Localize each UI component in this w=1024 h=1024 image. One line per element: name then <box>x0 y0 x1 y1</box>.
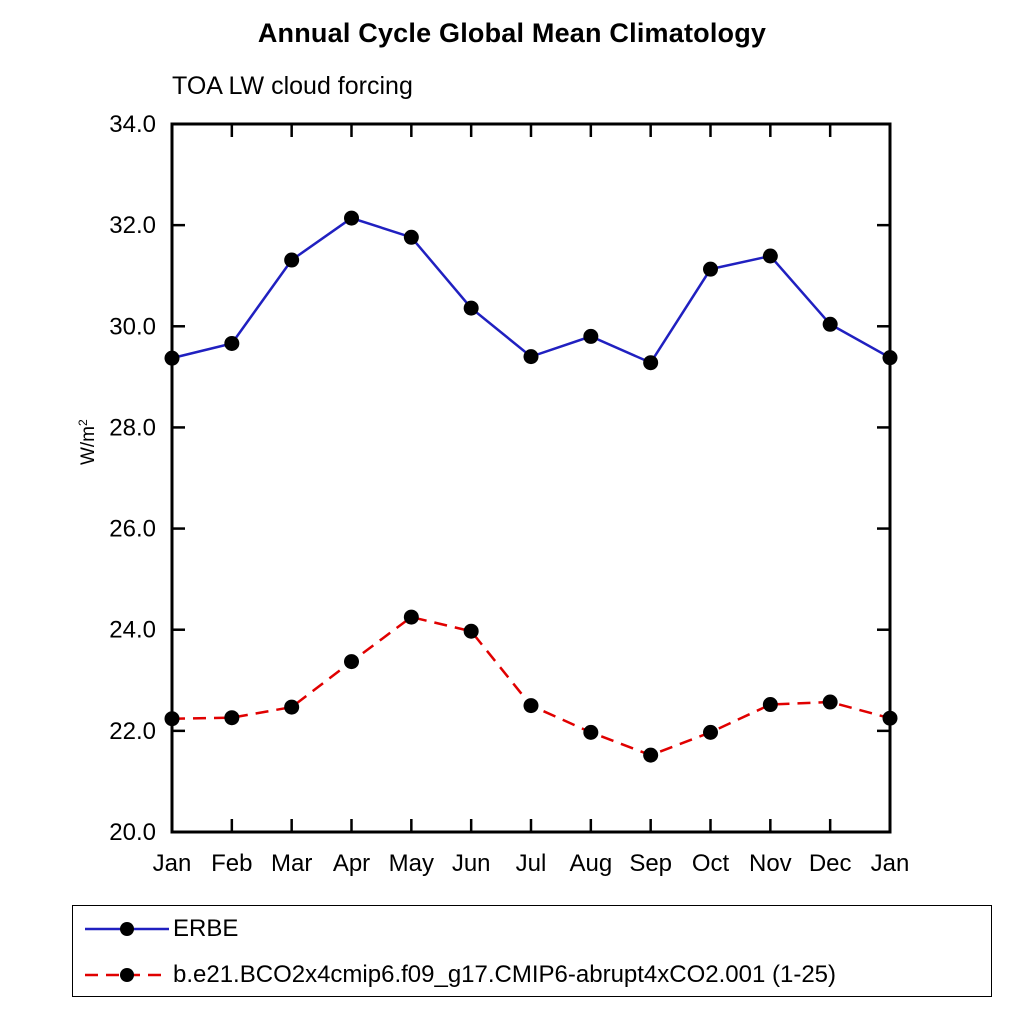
y-tick-label: 30.0 <box>109 313 156 341</box>
data-point <box>404 610 419 625</box>
x-tick-label: May <box>388 850 435 877</box>
y-tick-labels <box>109 111 156 846</box>
x-tick-label: Nov <box>748 850 792 877</box>
data-point <box>344 211 359 226</box>
legend-swatch-0 <box>81 906 173 952</box>
legend-item-1 <box>73 952 991 998</box>
y-tick-label: 22.0 <box>109 717 156 745</box>
series-line-1 <box>172 617 890 755</box>
data-series-group <box>165 211 898 763</box>
x-tick-label: Aug <box>569 850 613 877</box>
data-point <box>763 697 778 712</box>
data-point <box>643 748 658 763</box>
legend-swatch-1 <box>81 952 173 998</box>
data-point <box>703 725 718 740</box>
data-point <box>344 654 359 669</box>
data-point <box>165 351 180 366</box>
y-tick-label: 32.0 <box>109 212 156 240</box>
x-tick-label: Jul <box>515 850 547 877</box>
y-tick-label: 20.0 <box>109 819 156 846</box>
y-tick-label: 28.0 <box>109 414 156 442</box>
y-axis-label-exponent: 2 <box>75 419 90 426</box>
data-point <box>823 695 838 710</box>
x-tick-label: Jan <box>152 850 192 877</box>
data-point <box>643 355 658 370</box>
axes <box>172 124 890 832</box>
plot-frame <box>172 124 890 832</box>
data-point <box>404 230 419 245</box>
data-point <box>224 710 239 725</box>
data-point <box>703 262 718 277</box>
chart-subtitle: TOA LW cloud forcing <box>172 72 413 100</box>
x-tick-labels <box>153 850 910 877</box>
data-point <box>583 725 598 740</box>
series-line-0 <box>172 218 890 363</box>
y-tick-label: 24.0 <box>109 616 156 644</box>
x-tick-label: Apr <box>332 850 371 877</box>
axis-ticks <box>172 124 890 832</box>
x-tick-label: Jun <box>451 850 491 877</box>
legend-item-0 <box>73 906 991 952</box>
data-point <box>763 248 778 263</box>
data-point <box>464 624 479 639</box>
data-point <box>583 329 598 344</box>
legend-label-0: ERBE <box>173 915 239 942</box>
data-point <box>464 301 479 316</box>
data-point <box>284 253 299 268</box>
x-tick-label: Mar <box>270 850 313 877</box>
x-tick-label: Dec <box>808 850 852 877</box>
data-point <box>883 711 898 726</box>
data-point <box>883 350 898 365</box>
legend <box>72 905 992 997</box>
x-tick-label: Sep <box>629 850 673 877</box>
data-point <box>524 349 539 364</box>
x-tick-label: Oct <box>691 850 730 877</box>
y-tick-label: 26.0 <box>109 515 156 543</box>
y-tick-label: 34.0 <box>109 111 156 138</box>
y-axis-label-base: W/m <box>78 425 100 466</box>
data-point <box>224 336 239 351</box>
legend-label-1: b.e21.BCO2x4cmip6.f09_g17.CMIP6-abrupt4xCO2.001 (1-25) <box>173 961 837 988</box>
data-point <box>524 698 539 713</box>
chart-title: Annual Cycle Global Mean Climatology <box>257 18 767 48</box>
data-point <box>284 700 299 715</box>
x-tick-label: Feb <box>211 850 253 877</box>
data-point <box>823 317 838 332</box>
x-tick-label: Jan <box>870 850 910 877</box>
data-point <box>165 711 180 726</box>
